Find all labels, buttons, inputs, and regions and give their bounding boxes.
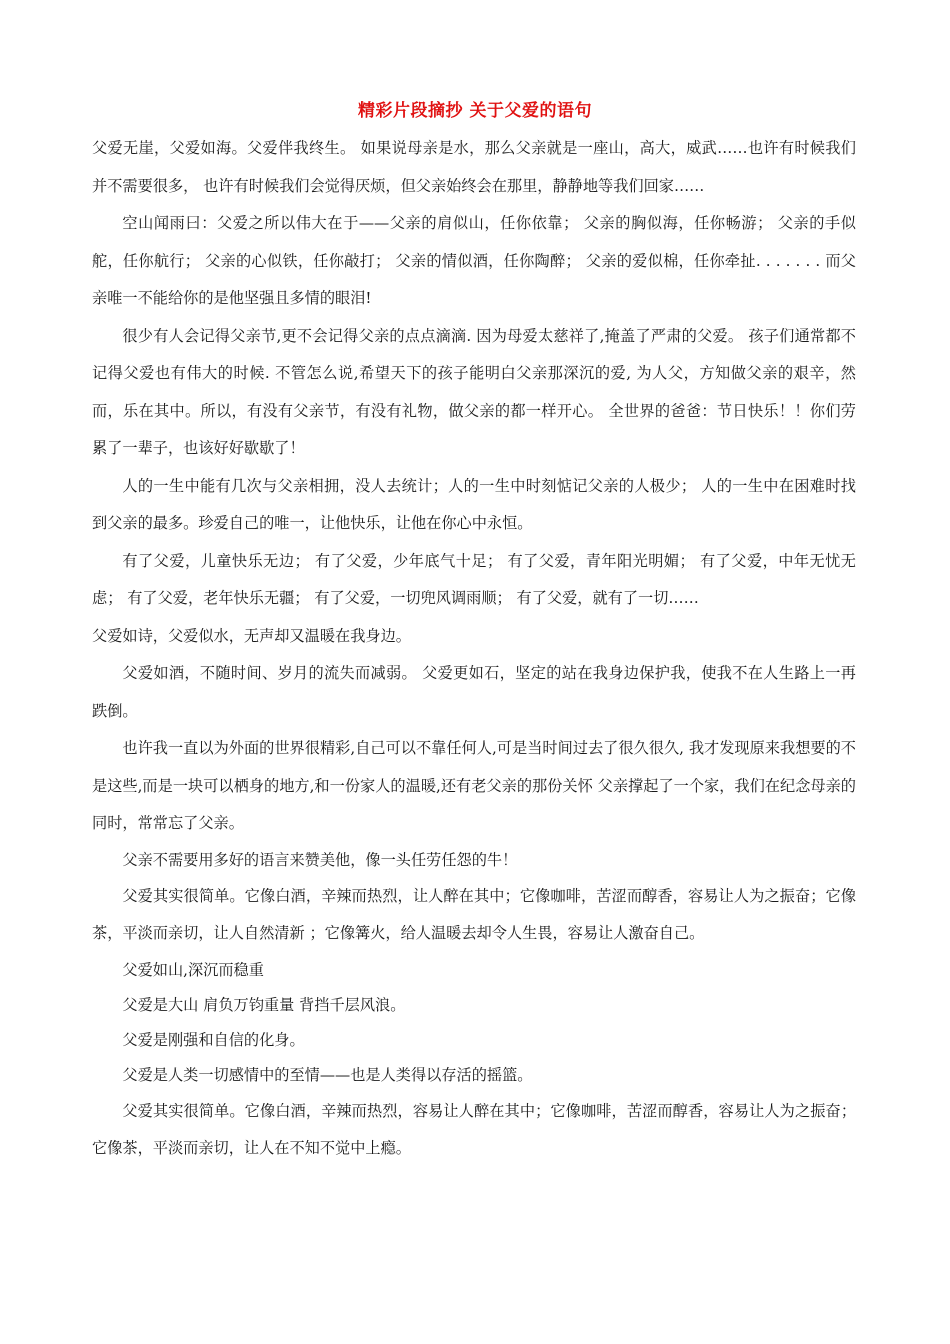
paragraph: 父亲不需要用多好的语言来赞美他，像一头任劳任怨的牛！ <box>122 850 518 869</box>
paragraph: 人的一生中能有几次与父亲相拥，没人去统计；人的一生中时刻惦记父亲的人极少； 人的一生中在困难时找到父亲的最多。珍爱自己的唯一，让他快乐，让他在你心中永恒。 <box>92 476 856 532</box>
paragraph: 父爱无崖，父爱如海。父爱伴我终生。 如果说母亲是水，那么父亲就是一座山，高大，威武……也许有时候我们并不需要很多， 也许有时候我们会觉得厌烦，但父亲始终会在那里，静静地等我们回家…… <box>92 139 856 195</box>
paragraph: 父爱是大山 肩负万钧重量 背挡千层风浪。 <box>122 995 406 1014</box>
paragraph: 父爱其实很简单。它像白酒，辛辣而热烈，让人醉在其中；它像咖啡，苦涩而醇香，容易让人为之振奋；它像茶，平淡而亲切，让人自然清新 ；它像篝火，给人温暖去却令人生畏，容易让人激奋自己。 <box>92 886 856 942</box>
paragraph: 父爱是人类一切感情中的至情——也是人类得以存活的摇篮。 <box>122 1065 533 1084</box>
paragraph: 有了父爱，儿童快乐无边； 有了父爱，少年底气十足； 有了父爱，青年阳光明媚； 有了父爱，中年无忧无虑； 有了父爱，老年快乐无疆； 有了父爱，一切兜风调雨顺； 有了父爱，就有了一切…… <box>92 551 856 607</box>
paragraph: 空山闻雨曰：父爱之所以伟大在于——父亲的肩似山，任你依靠； 父亲的胸似海，任你畅游； 父亲的手似舵，任你航行； 父亲的心似铁，任你敲打； 父亲的情似酒，任你陶醉； 父亲的爱似棉，任你牵扯. . . . . . . 而父亲唯一不能给你的是他坚强且多情的眼泪! <box>92 214 856 307</box>
document-title: 精彩片段摘抄 关于父爱的语句 <box>358 101 592 121</box>
paragraph: 父爱是刚强和自信的化身。 <box>122 1030 305 1049</box>
paragraph: 父爱如诗，父爱似水，无声却又温暖在我身边。 <box>92 626 411 645</box>
paragraph: 也许我一直以为外面的世界很精彩,自己可以不靠任何人,可是当时间过去了很久很久, 我才发现原来我想要的不是这些,而是一块可以栖身的地方,和一份家人的温暖,还有老父亲的那份关怀 父亲撑起了一个家，我们在纪念母亲的同时，常常忘了父亲。 <box>92 739 856 832</box>
paragraph: 很少有人会记得父亲节,更不会记得父亲的点点滴滴. 因为母爱太慈祥了,掩盖了严肃的父爱。 孩子们通常都不记得父爱也有伟大的时候. 不管怎么说,希望天下的孩子能明白父亲那深沉的爱, 为人父，方知做父亲的艰辛，然而，乐在其中。所以，有没有父亲节，有没有礼物，做父亲的都一样开心。 全世界的爸爸：节日快乐！！你们劳累了一辈子，也该好好歇歇了！ <box>92 326 856 457</box>
document-body <box>92 130 856 1168</box>
paragraph: 父爱如山,深沉而稳重 <box>122 960 264 979</box>
paragraph: 父爱如酒，不随时间、岁月的流失而减弱。 父爱更如石，坚定的站在我身边保护我，使我不在人生路上一再跌倒。 <box>92 664 856 720</box>
paragraph: 父爱其实很简单。它像白酒，辛辣而热烈，容易让人醉在其中；它像咖啡，苦涩而醇香，容易让人为之振奋；它像茶，平淡而亲切，让人在不知不觉中上瘾。 <box>92 1101 856 1157</box>
